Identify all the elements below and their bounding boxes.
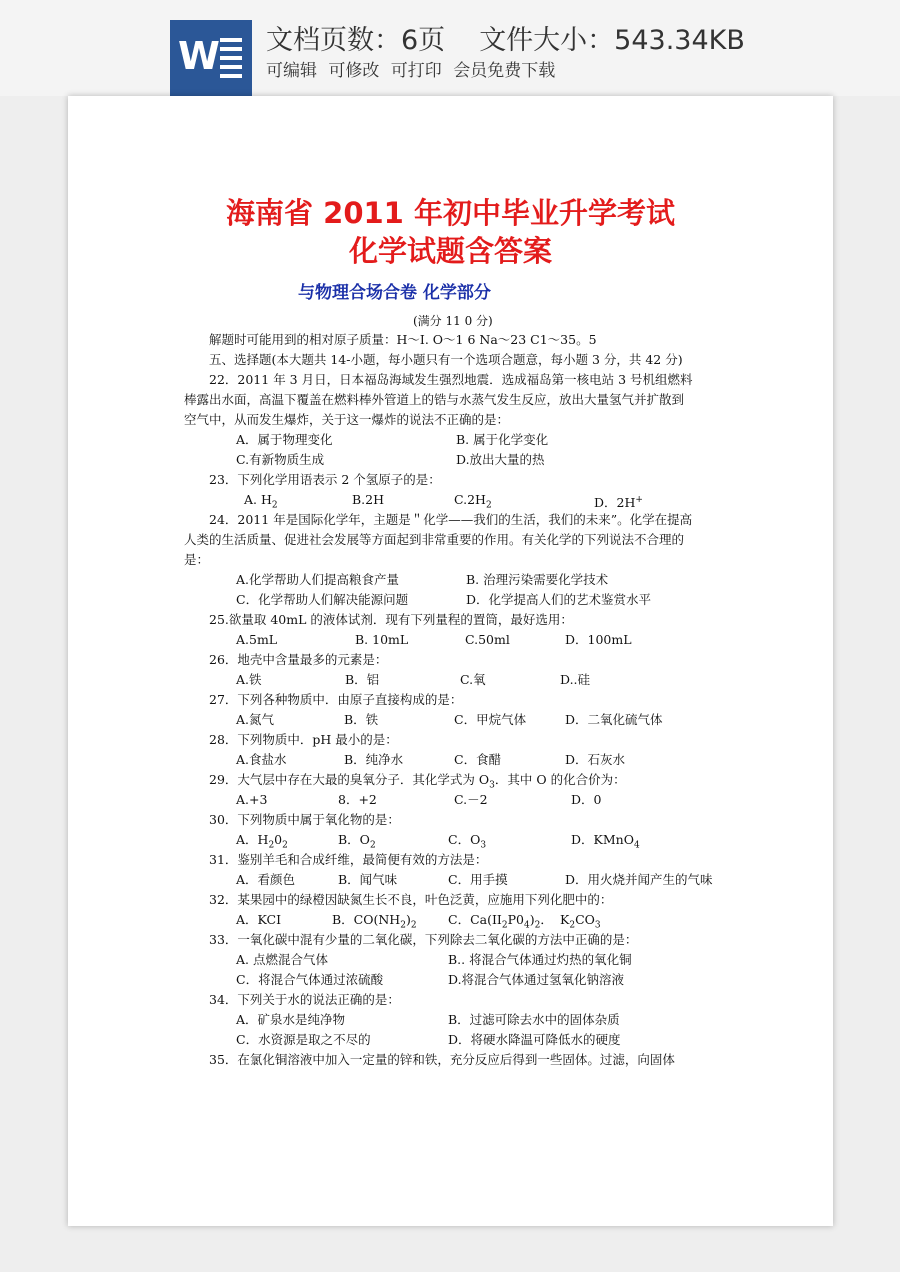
word-document-icon — [170, 20, 252, 96]
q29-option-a: A.+3 — [236, 792, 268, 807]
q26-stem: 26．地壳中含量最多的元素是： — [209, 652, 388, 667]
q23-stem: 23．下列化学用语表示 2 个氢原子的是： — [209, 472, 441, 487]
q22-line3: 空气中，从而发生爆炸，关于这一爆炸的说法不正确的是： — [184, 412, 510, 427]
q22-option-a: A．属于物理变化 — [236, 432, 333, 447]
page-count: 文档页数：6页 — [266, 25, 446, 56]
q26-option-c: C.氧 — [460, 672, 486, 687]
q27-option-b: B．铁 — [344, 712, 379, 727]
q32-stem: 32．某果园中的绿橙因缺氮生长不良，叶色泛黄，应施用下列化肥中的： — [209, 892, 613, 907]
q23-option-a: A. $H_2$ — [244, 492, 278, 511]
q33-option-a: A. 点燃混合气体 — [236, 952, 328, 967]
q28-stem: 28．下列物质中．pH 最小的是： — [209, 732, 398, 747]
q26-option-a: A.铁 — [236, 672, 262, 687]
q31-stem: 31．鉴别羊毛和合成纤维，最简便有效的方法是： — [209, 852, 488, 867]
q30-option-a: A．$H_20_2$ — [236, 832, 288, 851]
q34-option-b: B．过滤可除去水中的固体杂质 — [448, 1012, 620, 1027]
q22-option-c: C.有新物质生成 — [236, 452, 325, 467]
q30-option-b: B．$O_2$ — [338, 832, 376, 851]
q28-option-b: B．纯净水 — [344, 752, 404, 767]
q25-option-b: B. 10mL — [355, 632, 409, 647]
feature-list: 可编辑 可修改 可打印 会员免费下载 — [266, 61, 556, 81]
q24-option-b: B. 治理污染需要化学技术 — [466, 572, 609, 587]
q25-option-d: D．100mL — [565, 632, 632, 647]
q31-option-a: A．看颜色 — [236, 872, 296, 887]
section-heading: 五、选择题(本大题共 14-小题，每小题只有一个选项合题意，每小题 3 分，共 42 分) — [209, 352, 683, 367]
q22-line2: 棒露出水面，高温下覆盖在燃料棒外管道上的锆与水蒸气发生反应，放出大量氢气并扩散到 — [184, 392, 685, 407]
q33-option-c: C．将混合气体通过浓硫酸 — [236, 972, 384, 987]
q32-option-a: A．KCI — [236, 912, 282, 927]
doc-title-line1: 海南省 2011 年初中毕业升学考试 — [226, 196, 675, 230]
q32-option-b: B．$CO(NH_2)_2$ — [332, 912, 417, 931]
word-icon-letter: W — [178, 34, 220, 78]
q33-option-b: B.. 将混合气体通过灼热的氧化铜 — [448, 952, 632, 967]
q30-stem: 30．下列物质中属于氧化物的是： — [209, 812, 400, 827]
q24-option-a: A.化学帮助人们提高粮食产量 — [236, 572, 400, 587]
q22-line1: 22．2011 年 3 月日，日本福岛海域发生强烈地震．选成福岛第一核电站 3 号机组燃料 — [209, 372, 693, 387]
download-header — [0, 0, 900, 96]
q27-stem: 27．下列各种物质中．由原子直接构成的是： — [209, 692, 463, 707]
q34-option-d: D．将硬水降温可降低水的硬度 — [448, 1032, 621, 1047]
q30-option-c: C．$O_3$ — [448, 832, 487, 851]
q25-option-c: C.50ml — [465, 632, 510, 647]
q23-option-d: D．2H+ — [594, 495, 643, 511]
q31-option-c: C．用手摸 — [448, 872, 508, 887]
q28-option-d: D．石灰水 — [565, 752, 626, 767]
q22-option-b: B. 属于化学变化 — [456, 432, 549, 447]
q34-option-c: C．水资源是取之不尽的 — [236, 1032, 371, 1047]
q27-option-c: C．甲烷气体 — [454, 712, 527, 727]
q24-line1: 24．2011 年是国际化学年，主题是＂化学——我们的生活，我们的未来”。化学在提高 — [209, 512, 693, 527]
full-score: (满分 11 0 分) — [413, 314, 493, 328]
q29-stem: 29．大气层中存在大最的臭氧分子．其化学式为 $O_3$．其中 O 的化合价为： — [209, 772, 626, 791]
q32-option-c: C．$Ca(II_2P0_4)_2$． — [448, 912, 553, 931]
doc-subtitle: 与物理合场合卷 化学部分 — [298, 283, 491, 303]
q33-stem: 33．一氧化碳中混有少量的二氧化碳，下列除去二氧化碳的方法中正确的是： — [209, 932, 638, 947]
q22-option-d: D.放出大量的热 — [456, 452, 545, 467]
q29-option-c: C.－2 — [454, 792, 488, 807]
q24-line3: 是： — [184, 552, 210, 567]
q28-option-a: A.食盐水 — [236, 752, 287, 767]
file-size: 文件大小：543.34KB — [479, 25, 745, 56]
q23-option-c: $C.2H_2$ — [454, 492, 492, 511]
q30-option-d: D．KMnO$_4$ — [571, 832, 640, 851]
q27-option-a: A.氮气 — [236, 712, 275, 727]
q29-option-b: 8．+2 — [338, 792, 377, 807]
q25-stem: 25.欲量取 40mL 的液体试剂．现有下列量程的置筒，最好选用： — [209, 612, 573, 627]
q29-option-d: D．0 — [571, 792, 602, 807]
q25-option-a: A.5mL — [236, 632, 278, 647]
q23-option-b: B.2H — [352, 492, 385, 507]
q35-stem: 35．在氯化铜溶液中加入一定量的锌和铁，充分反应后得到一些固体。过滤，向固体 — [209, 1052, 675, 1067]
q34-stem: 34．下列关于水的说法正确的是： — [209, 992, 400, 1007]
q31-option-d: D．用火烧并闻产生的气味 — [565, 872, 713, 887]
q24-option-c: C．化学帮助人们解决能源问题 — [236, 592, 409, 607]
q34-option-a: A．矿泉水是纯净物 — [236, 1012, 346, 1027]
q26-option-d: D..硅 — [560, 672, 591, 687]
document-page — [68, 96, 833, 1226]
q32-option-d: $K_2CO_3$ — [560, 912, 601, 931]
q27-option-d: D．二氧化硫气体 — [565, 712, 663, 727]
atomic-mass-line: 解题时可能用到的相对原子质量：H～I. O～1 6 Na～23 C1～35。5 — [209, 332, 597, 347]
q24-line2: 人类的生活质量、促进社会发展等方面起到非常重要的作用。有关化学的下列说法不合理的 — [184, 532, 685, 547]
q31-option-b: B．闻气味 — [338, 872, 398, 887]
q33-option-d: D.将混合气体通过氢氧化钠溶液 — [448, 972, 625, 987]
doc-title-line2: 化学试题含答案 — [348, 234, 552, 268]
q24-option-d: D．化学提高人们的艺术鉴赏水平 — [466, 592, 652, 607]
q28-option-c: C．食醋 — [454, 752, 502, 767]
file-info — [266, 18, 745, 57]
q26-option-b: B．铝 — [345, 672, 380, 687]
